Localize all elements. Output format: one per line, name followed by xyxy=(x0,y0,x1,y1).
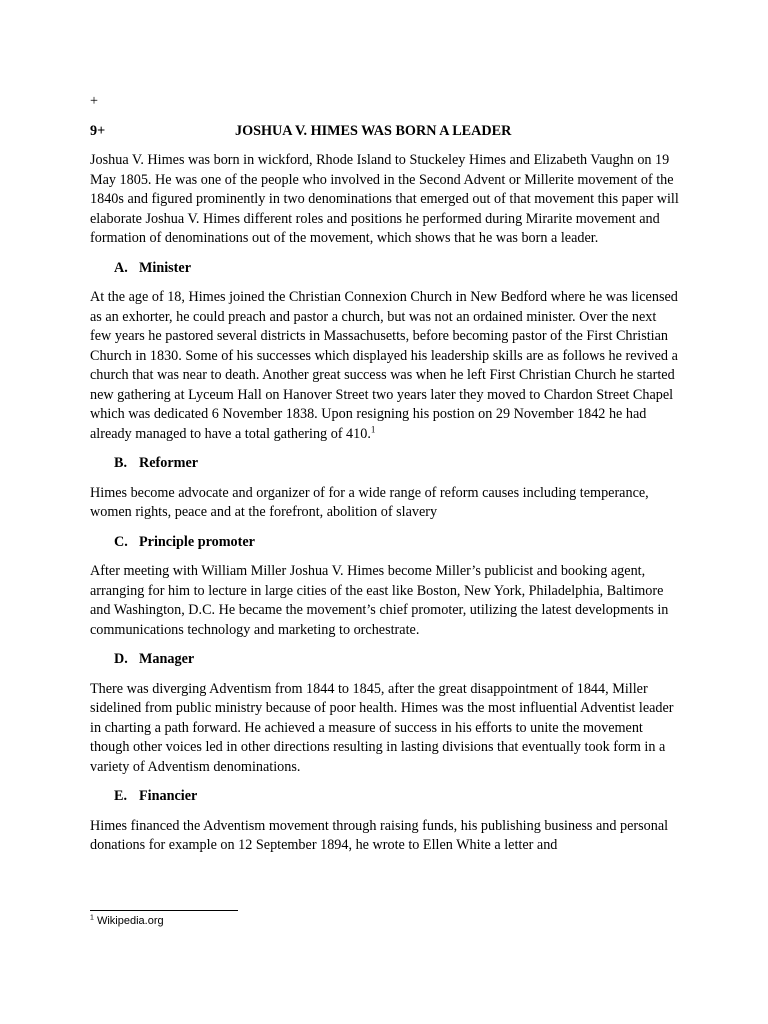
section-title: Principle promoter xyxy=(139,533,255,550)
section-paragraph: Himes financed the Adventism movement through raising funds, his publishing business and personal donations for example on 12 September 1894, he wrote to Ellen White a letter and xyxy=(90,817,669,853)
page-number: 9+ xyxy=(90,122,106,139)
section-title: Minister xyxy=(139,259,192,276)
section-title: Financier xyxy=(139,788,198,804)
section-heading xyxy=(90,787,680,807)
section-reformer xyxy=(90,454,680,523)
section-letter: E. xyxy=(114,788,128,804)
section-paragraph: After meeting with William Miller Joshua V. Himes become Miller’s publicist and booking agent, arranging for him to lecture in large cities of the east like Boston, New York, Philadelphia, Baltimore and Washington, D.C. He became the movement’s chief promoter, utilizing the latest developments in communications technology and marketing to orchestrate. xyxy=(90,563,669,638)
section-title: Reformer xyxy=(139,455,199,471)
intro-paragraph: Joshua V. Himes was born in wickford, Rhode Island to Stuckeley Himes and Elizabeth Vaughn on 19 May 1805. He was one of the people who involved in the Second Advent or Millerite movement of the 1840s and figured prominently in two denominations that emerged out of that movement this paper will elaborate Joshua V. Himes different roles and positions he performed during Mirarite movement and formation of denominations out of the movement, which shows that he was born a leader. xyxy=(90,152,679,246)
section-minister xyxy=(90,259,680,445)
section-heading xyxy=(90,454,680,474)
footnote-text: Wikipedia.org xyxy=(96,915,164,927)
section-manager xyxy=(90,650,680,777)
section-heading xyxy=(90,533,680,553)
section-heading xyxy=(90,259,680,279)
section-letter: A. xyxy=(114,259,128,276)
footnote-reference[interactable]: 1 xyxy=(370,423,376,434)
section-body-text: At the age of 18, Himes joined the Christian Connexion Church in New Bedford where he was licensed as an exhorter, he could preach and pastor a church, but was not an ordained minister. Over the next few years he pastored several districts in Massachusetts, before becoming pastor of the First Christian Church in 1830. Some of his successes which displayed his leadership skills are as follows he revived a church that was near to death. Another great success was when he left First Christian Church he started new gathering at Lyceum Hall on Hanover Street two years later they moved to Chardon Street Chapel which was dedicated 6 November 1838. Upon resigning his postion on 29 November 1842 he had already managed to have a total gathering of 410. xyxy=(90,289,678,442)
footnote-divider xyxy=(90,910,238,911)
footnote-number: 1 xyxy=(90,914,94,922)
section-letter: B. xyxy=(114,455,128,471)
section-principle-promoter xyxy=(90,533,680,641)
section-financier xyxy=(90,787,680,856)
section-paragraph: There was diverging Adventism from 1844 to 1845, after the great disappointment of 1844, Miller sidelined from public ministry because of poor health. Himes was the most influential Adventist leader in charting a path forward. He achieved a measure of success in his efforts to unite the movement though other voices led in other directions resulting in lasting divisions that eventually took form in a variety of Adventism denominations. xyxy=(90,680,674,775)
section-paragraph xyxy=(90,288,680,444)
document-title: JOSHUA V. HIMES WAS BORN A LEADER xyxy=(235,122,512,139)
section-heading xyxy=(90,650,680,670)
document-page xyxy=(90,92,680,866)
section-letter: C. xyxy=(114,533,128,550)
section-title: Manager xyxy=(139,651,195,667)
title-row xyxy=(90,122,680,142)
plus-mark: + xyxy=(90,93,99,109)
section-letter: D. xyxy=(114,651,128,667)
footnote xyxy=(90,914,164,928)
section-paragraph: Himes become advocate and organizer of for a wide range of reform causes including temperance, women rights, peace and at the forefront, abolition of slavery xyxy=(90,484,649,520)
